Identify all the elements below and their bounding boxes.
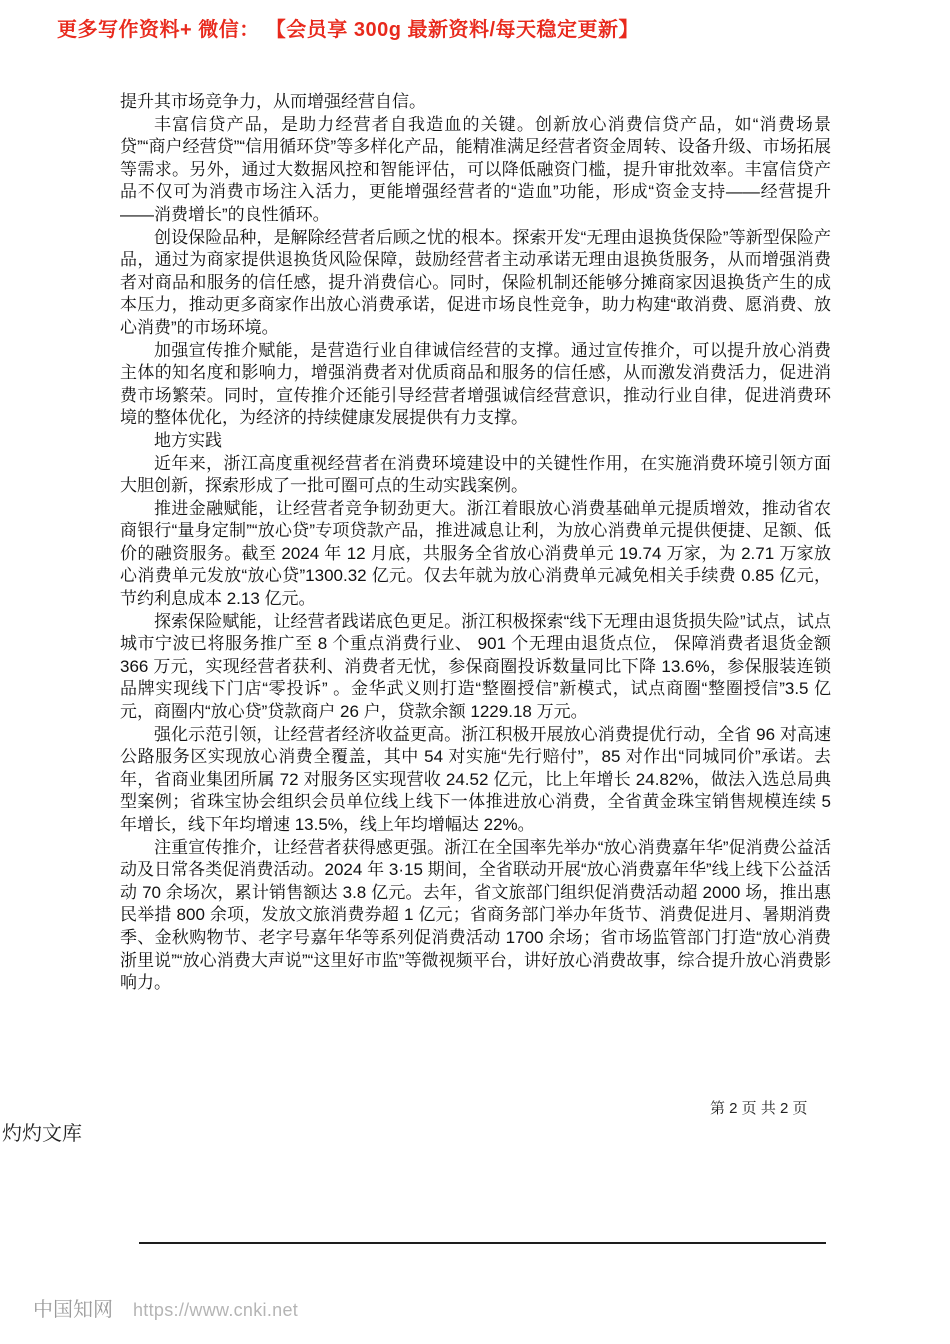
paragraph: 探索保险赋能，让经营者践诺底色更足。浙江积极探索“线下无理由退货损失险”试点，试点城市宁波已将服务推广至 8 个重点消费行业、 901 个无理由退货点位， 保障消费者退货金额 366 万元，实现经营者获利、消费者无忧，参保商圈投诉数量同比下降 13.6%，参保服装连锁品牌实现线下门店“零投诉” 。金华武义则打造“整圈授信”新模式，试点商圈“整圈授信”3.5 亿元，商圈内“放心贷”贷款商户 26 户，贷款余额 1229.18 万元。: [120, 611, 831, 722]
document-body: [120, 91, 831, 995]
footer-brand-row: [33, 1293, 298, 1322]
promo-banner-text: 更多写作资料+ 微信： 【会员享 300g 最新资料/每天稳定更新】: [57, 19, 640, 41]
cnki-brand: 中国知网: [33, 1299, 113, 1321]
paragraph: 强化示范引领，让经营者经济收益更高。浙江积极开展放心消费提优行动，全省 96 对高速公路服务区实现放心消费全覆盖，其中 54 对实施“先行赔付”，85 对作出“同城同价”承诺。去年，省商业集团所属 72 对服务区实现营收 24.52 亿元，比上年增长 24.82%，做法入选总局典型案例；省珠宝协会组织会员单位线上线下一体推进放心消费，全省黄金珠宝销售规模连续 5 年增长，线下年均增速 13.5%，线上年均增幅达 22%。: [120, 724, 831, 834]
paragraph: 注重宣传推介，让经营者获得感更强。浙江在全国率先举办“放心消费嘉年华”促消费公益活动及日常各类促消费活动。2024 年 3·15 期间，全省联动开展“放心消费嘉年华”线上线下公益活动 70 余场次，累计销售额达 3.8 亿元。去年，省文旅部门组织促消费活动超 2000 场，推出惠民举措 800 余项，发放文旅消费券超 1 亿元；省商务部门举办年货节、消费促进月、暑期消费季、金秋购物节、老字号嘉年华等系列促消费活动 1700 余场；省市场监管部门打造“放心消费浙里说”“放心消费大声说”“这里好市监”等微视频平台，讲好放心消费故事，综合提升放心消费影响力。: [120, 837, 831, 993]
page-number: 第 2 页 共 2 页: [710, 1100, 808, 1117]
paragraph: 提升其市场竞争力，从而增强经营自信。: [120, 92, 426, 111]
paragraph: 创设保险品种，是解除经营者后顾之忧的根本。探索开发“无理由退换货保险”等新型保险产品，通过为商家提供退换货风险保障，鼓励经营者主动承诺无理由退换货服务，从而增强消费者对商品和服务的信任感，提升消费信心。同时，保险机制还能够分摊商家因退换货产生的成本压力，推动更多商家作出放心消费承诺，促进市场良性竞争，助力构建“敢消费、愿消费、放心消费”的市场环境。: [120, 227, 831, 337]
paragraph: 近年来，浙江高度重视经营者在消费环境建设中的关键性作用，在实施消费环境引领方面大胆创新，探索形成了一批可圈可点的生动实践案例。: [120, 453, 831, 496]
paragraph: 丰富信贷产品，是助力经营者自我造血的关键。创新放心消费信贷产品，如“消费场景贷”“商户经营贷”“信用循环贷”等多样化产品，能精准满足经营者资金周转、设备升级、市场拓展等需求。另外，通过大数据风控和智能评估，可以降低融资门槛，提升审批效率。丰富信贷产品不仅可为消费市场注入活力，更能增强经营者的“造血”功能，形成“资金支持——经营提升——消费增长”的良性循环。: [120, 114, 831, 224]
paragraph: 加强宣传推介赋能，是营造行业自律诚信经营的支撑。通过宣传推介，可以提升放心消费主体的知名度和影响力，增强消费者对优质商品和服务的信任感，从而激发消费活力，促进消费市场繁荣。同时，宣传推介还能引导经营者增强诚信经营意识，推动行业自律，促进消费环境的整体优化，为经济的持续健康发展提供有力支撑。: [120, 340, 831, 428]
cnki-url: https://www.cnki.net: [133, 1300, 299, 1320]
watermark-label: 灼灼文库: [2, 1123, 82, 1145]
paragraph-section-heading: 地方实践: [154, 430, 222, 450]
footer-divider-line: [139, 1242, 826, 1244]
paragraph: 推进金融赋能，让经营者竞争韧劲更大。浙江着眼放心消费基础单元提质增效，推动省农商银行“量身定制”“放心贷”专项贷款产品，推进减息让利，为放心消费单元提供便捷、足额、低价的融资服务。截至 2024 年 12 月底，共服务全省放心消费单元 19.74 万家，为 2.71 万家放心消费单元发放“放心贷”1300.32 亿元。仅去年就为放心消费单元减免相关手续费 0.85 亿元，节约利息成本 2.13 亿元。: [120, 498, 831, 609]
